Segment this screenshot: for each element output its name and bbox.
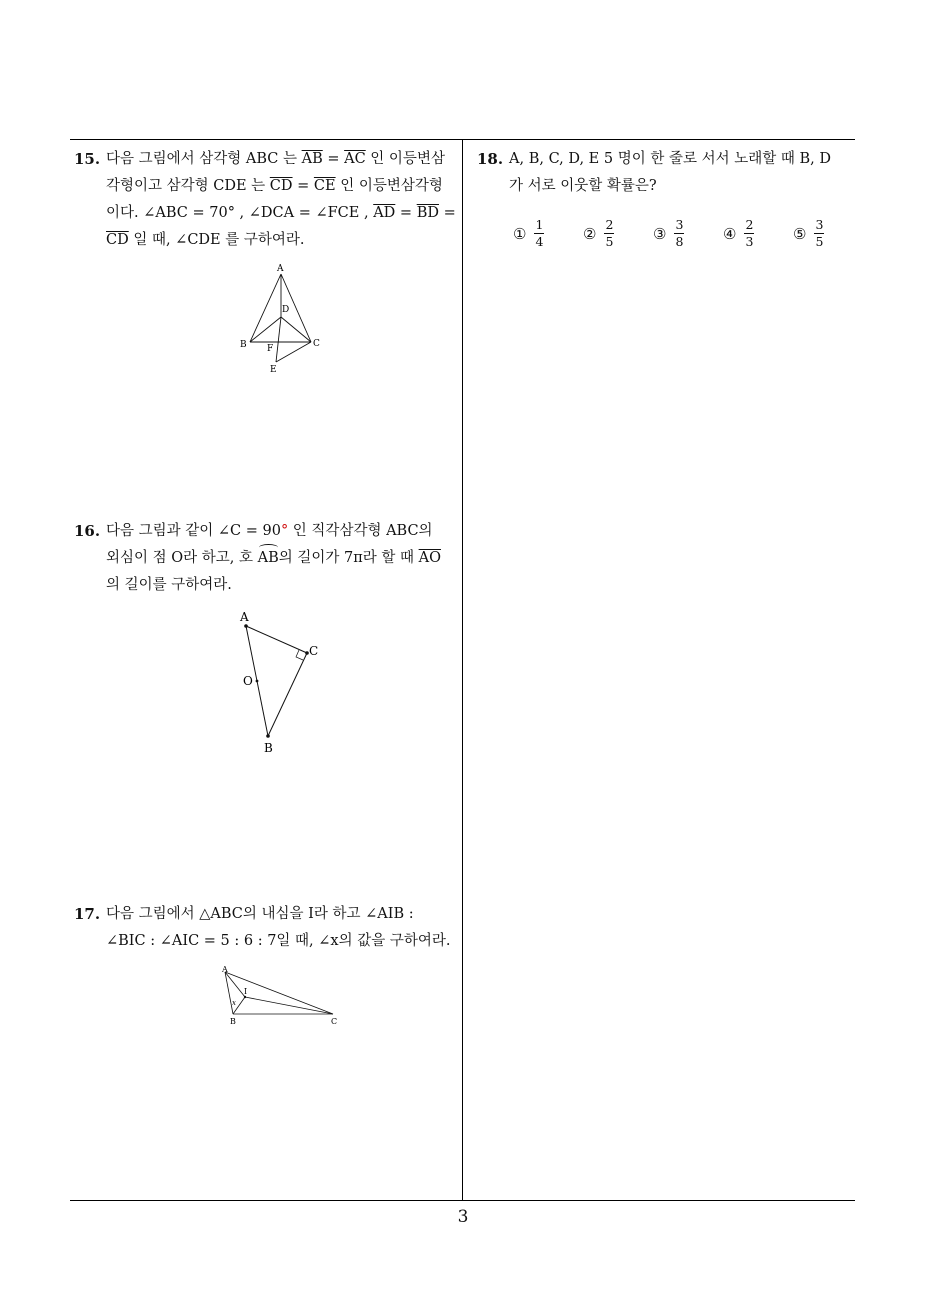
label-f: F [267,344,274,354]
column-divider [462,139,463,1201]
choice-3[interactable] [653,218,684,249]
segment-ab [225,972,233,1014]
question-text: 다음 그림에서 △ABC의 내심을 I라 하고 ∠AIB : ∠BIC : ∠AIC = 5 : 6 : 7일 때, ∠x의 값을 구하여라. [106,906,451,949]
label-b: B [230,1017,236,1026]
q16-figure [230,605,330,760]
choice-marker: ② [583,224,597,243]
label-c: C [309,644,319,658]
choice-marker: ③ [653,224,667,243]
question-15 [74,146,459,254]
segment-de [276,317,281,362]
point-o [256,680,259,683]
label-c: C [331,1017,338,1026]
choice-fraction: $\frac{3}{5}$ [815,217,824,249]
question-16 [74,518,459,599]
label-b: B [240,340,247,350]
label-c: C [313,339,320,349]
segment-db [250,317,281,342]
label-b: B [264,741,273,755]
choice-fraction: $\frac{2}{3}$ [745,217,754,249]
question-17 [74,901,459,955]
segment-dc [281,317,311,342]
label-x: x [232,999,236,1007]
question-text: 다음 그림에서 삼각형 ABC 는 $\overline{AB} = \overline{AC}$ 인 이등변삼 각형이고 삼각형 CDE 는 $\overline{CD} = \overline{CE}$ 인 이등변삼각형 이다. ∠ABC = 70° , ∠DCA = ∠FCE , $\overline{AD} = \overline{BD}$ = $\overline{CD}$ 일 때, ∠CDE 를 구하여라. [106,151,456,248]
label-d: D [282,305,290,315]
q17-figure [215,962,345,1030]
label-o: O [243,674,253,688]
point-b [266,734,270,738]
segment-cb [268,653,307,736]
segment-ab [250,274,281,342]
label-e: E [270,365,277,375]
label-a: A [222,965,228,974]
point-i [244,996,246,998]
right-angle-mark [296,650,303,660]
segment-ac [225,972,333,1014]
label-a: A [277,264,284,274]
bottom-rule [70,1200,855,1201]
choice-2[interactable] [583,218,614,249]
question-number: 16. [74,522,101,540]
choice-marker: ④ [723,224,737,243]
question-number: 18. [477,150,504,168]
q15-figure [230,258,340,378]
segment-ce [276,342,311,362]
question-text: 다음 그림과 같이 ∠C = 90° 인 직각삼각형 ABC의 외심이 점 O라 하고, 호 AB의 길이가 7π라 할 때 $\overline{AO}$ 의 길이를 구하여라. [106,523,441,593]
question-number: 15. [74,150,101,168]
choice-fraction: $\frac{2}{5}$ [605,217,614,249]
choice-5[interactable] [793,218,824,249]
choice-1[interactable] [513,218,544,249]
choice-fraction: $\frac{3}{8}$ [675,217,684,249]
choice-marker: ① [513,224,527,243]
label-a: A [240,610,249,624]
segment-ci [245,997,333,1014]
question-18 [477,146,862,200]
segment-ac [246,626,307,653]
choice-fraction: $\frac{1}{4}$ [535,217,544,249]
choice-4[interactable] [723,218,754,249]
page-number: 3 [457,1207,469,1227]
point-a [244,624,248,628]
question-number: 17. [74,905,101,923]
question-text: A, B, C, D, E 5 명이 한 줄로 서서 노래할 때 B, D 가 서로 이웃할 확률은? [509,151,831,194]
label-i: I [244,987,248,996]
choice-marker: ⑤ [793,224,807,243]
